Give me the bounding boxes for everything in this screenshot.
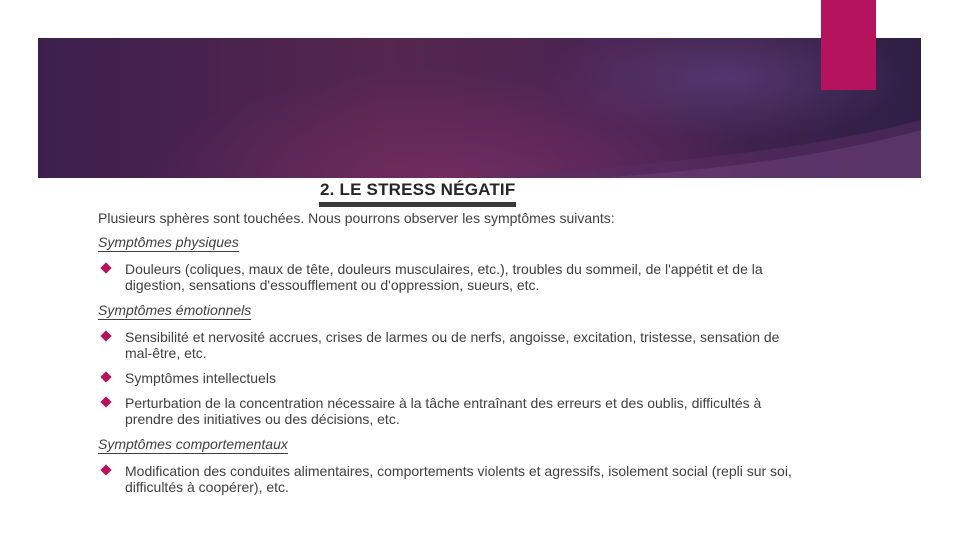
bullet-list [98,463,798,495]
section-heading: Symptômes émotionnels [98,302,252,318]
list-item [98,463,798,495]
section-heading: Symptômes physiques [98,234,239,250]
list-item-text: Sensibilité et nervosité accrues, crises de larmes ou de nerfs, angoisse, excitation, tristesse, sensation de mal-être, etc. [125,329,780,361]
diamond-bullet-icon [100,371,111,382]
diamond-bullet-icon [100,396,111,407]
accent-tab-decoration [821,0,876,90]
bullet-list [98,261,798,293]
list-item [98,261,798,293]
list-item [98,395,798,427]
list-item [98,370,798,386]
list-item [98,329,798,361]
section-emotional [98,302,798,427]
header-banner [38,38,921,178]
list-item-text: Symptômes intellectuels [125,370,276,386]
section-heading: Symptômes comportementaux [98,436,288,452]
banner-swoosh-decoration [38,38,921,178]
diamond-bullet-icon [100,262,111,273]
slide-title: 2. LE STRESS NÉGATIF [319,180,516,207]
diamond-bullet-icon [100,464,111,475]
section-physical [98,234,798,293]
list-item-text: Modification des conduites alimentaires, comportements violents et agressifs, isolement social (repli sur soi, difficultés à coopérer), etc. [125,463,792,495]
section-behavioral [98,436,798,495]
slide-content [98,210,798,504]
diamond-bullet-icon [100,330,111,341]
intro-text: Plusieurs sphères sont touchées. Nous pourrons observer les symptômes suivants: [98,210,615,226]
list-item-text: Perturbation de la concentration nécessaire à la tâche entraînant des erreurs et des oublis, difficultés à prendre des initiatives ou des décisions, etc. [125,395,762,427]
list-item-text: Douleurs (coliques, maux de tête, douleurs musculaires, etc.), troubles du sommeil, de l'appétit et de la digestion, sensations d'essoufflement ou d'oppression, sueurs, etc. [125,261,763,293]
bullet-list [98,329,798,427]
